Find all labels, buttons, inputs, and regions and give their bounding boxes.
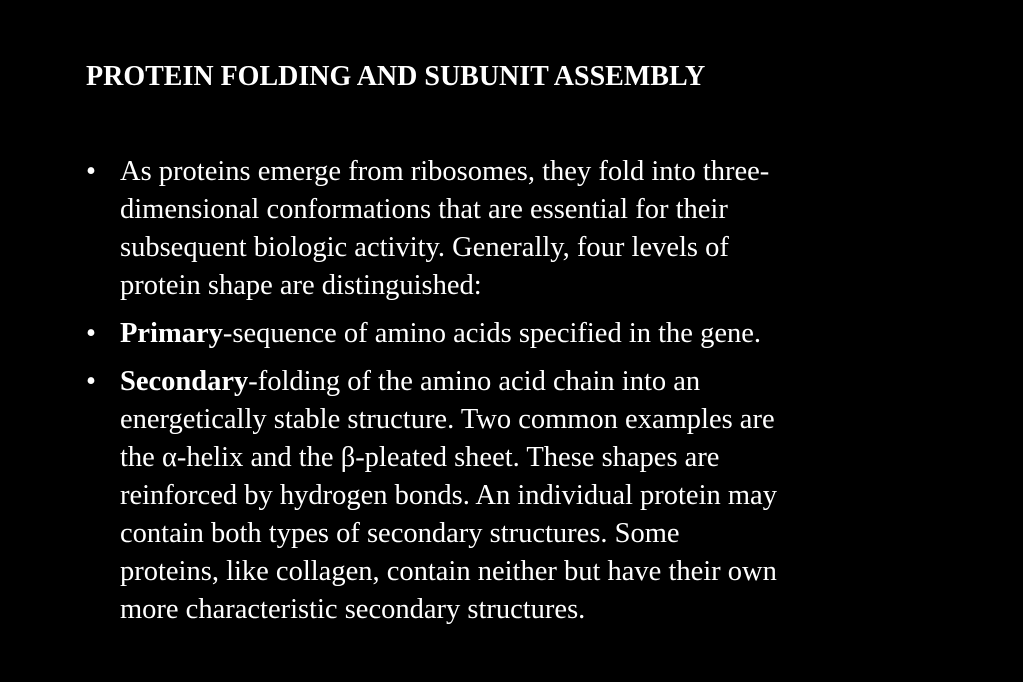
bullet-dot-icon: • — [86, 156, 96, 187]
bullet-intro-line: dimensional conformations that are essential for their — [120, 194, 728, 225]
bullet-secondary-line: the α-helix and the β-pleated sheet. These shapes are — [120, 442, 720, 473]
bullet-intro — [86, 153, 946, 305]
bullet-secondary-line: more characteristic secondary structures. — [120, 594, 586, 625]
bullet-secondary-line: reinforced by hydrogen bonds. An individual protein may — [120, 480, 777, 511]
term-primary: Primary — [120, 318, 223, 349]
bullet-list — [86, 153, 946, 629]
bullet-intro-line: protein shape are distinguished: — [120, 270, 482, 301]
term-secondary: Secondary — [120, 366, 249, 397]
bullet-intro-line: As proteins emerge from ribosomes, they fold into three- — [120, 156, 770, 187]
bullet-secondary-first-line — [120, 363, 946, 401]
bullet-secondary-line: contain both types of secondary structures. Some — [120, 518, 680, 549]
bullet-secondary-line: proteins, like collagen, contain neither but have their own — [120, 556, 777, 587]
bullet-primary-line — [120, 315, 946, 353]
slide-title: PROTEIN FOLDING AND SUBUNIT ASSEMBLY — [86, 61, 706, 92]
primary-definition: -sequence of amino acids specified in the gene. — [222, 318, 761, 349]
bullet-secondary-line: energetically stable structure. Two common examples are — [120, 404, 775, 435]
bullet-intro-line: subsequent biologic activity. Generally, four levels of — [120, 232, 729, 263]
bullet-dot-icon: • — [86, 318, 96, 349]
bullet-secondary — [86, 363, 946, 629]
bullet-dot-icon: • — [86, 366, 96, 397]
secondary-definition-start: -folding of the amino acid chain into an — [248, 366, 701, 397]
bullet-primary — [86, 315, 946, 353]
